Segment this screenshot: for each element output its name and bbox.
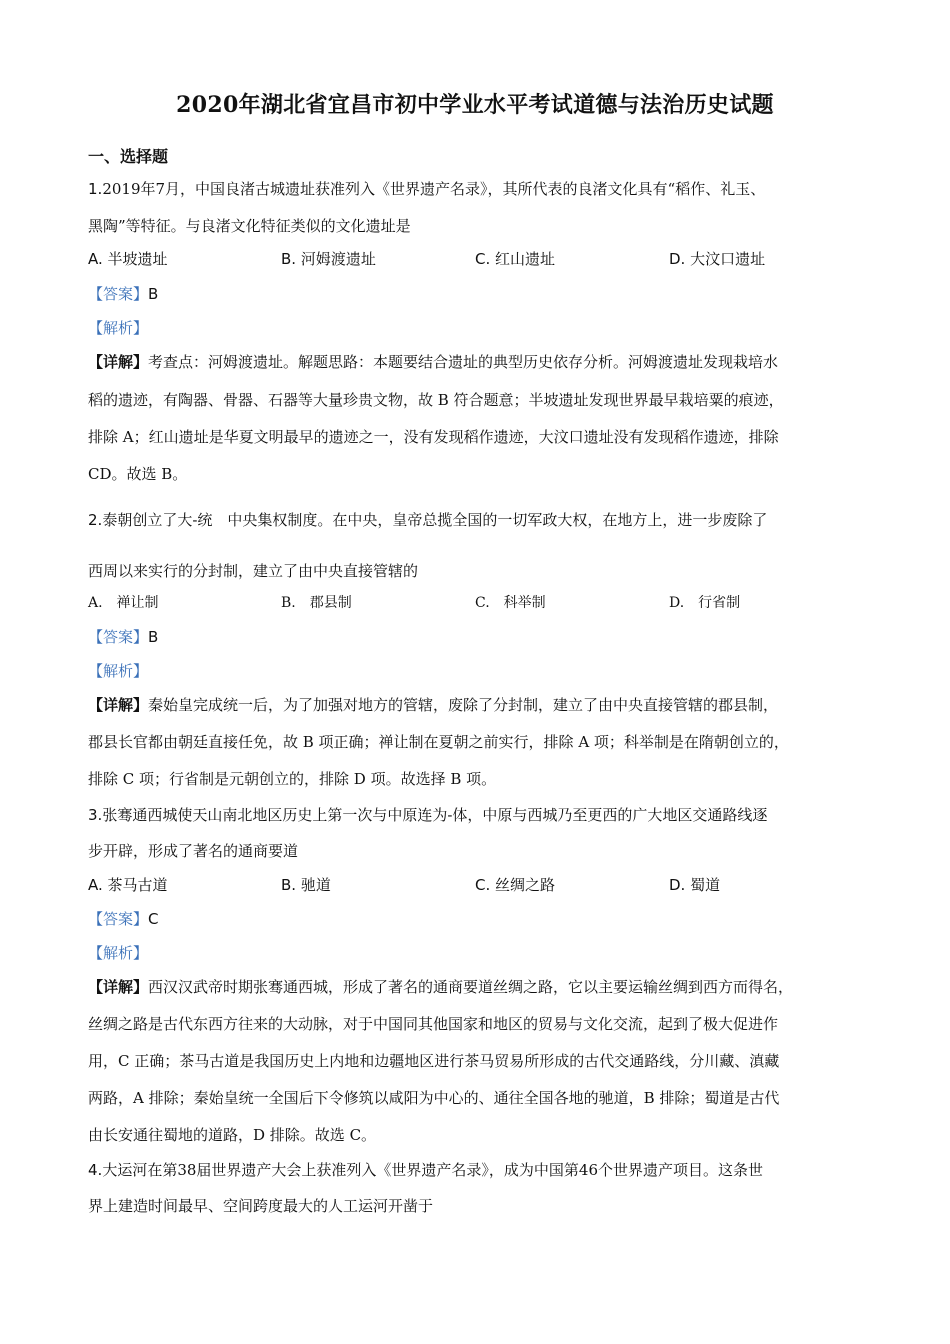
question-2-detail-line-1: 【详解】秦始皇完成统一后，为了加强对地方的管辖，废除了分封制，建立了由中央直接管辖的郡县制， [88, 696, 779, 714]
question-2-stem-line-1: 2.泰朝创立了大-统 中央集权制度。在中央，皇帝总揽全国的一切军政大权，在地方上，进一步废除了 [88, 511, 768, 529]
question-1-option-a: A. 半坡遗址 [88, 250, 168, 268]
question-1-option-d: D. 大汶口遗址 [669, 250, 766, 268]
section-heading: 一、选择题 [88, 147, 169, 166]
question-2-analysis-tag: 【解析】 [88, 662, 149, 680]
question-1-detail-line-1: 【详解】考查点：河姆渡遗址。解题思路：本题要结合遗址的典型历史依存分析。河姆渡遗址发现栽培水 [88, 353, 779, 371]
page-title: 2020年湖北省宜昌市初中学业水平考试道德与法治历史试题 [176, 92, 774, 118]
question-4-stem-line-1: 4.大运河在第38届世界遗产大会上获准列入《世界遗产名录》，成为中国第46个世界遗产项目。这条世 [88, 1161, 763, 1179]
question-3-answer: 【答案】C [88, 910, 159, 928]
question-1-detail-line-3: 排除 A；红山遗址是华夏文明最早的遗迹之一，没有发现稻作遗迹，大汶口遗址没有发现稻作遗迹，排除 [88, 428, 779, 446]
question-1-detail-line-2: 稻的遗迹，有陶器、骨器、石器等大量珍贵文物，故 B 符合题意；半坡遗址发现世界最早栽培粟的痕迹， [88, 391, 784, 409]
question-3-stem-line-1: 3.张骞通西城使天山南北地区历史上第一次与中原连为-体，中原与西城乃至更西的广大地区交通路线逐 [88, 806, 768, 824]
question-3-option-a: A. 茶马古道 [88, 876, 168, 894]
question-1-stem-line-1: 1.2019年7月，中国良渚古城遗址获准列入《世界遗产名录》，其所代表的良渚文化具有“稻作、礼玉、 [88, 180, 766, 198]
question-2-option-b: B. 郡县制 [281, 595, 352, 611]
question-1-option-c: C. 红山遗址 [475, 250, 556, 268]
question-1-analysis-tag: 【解析】 [88, 319, 149, 337]
question-2-detail-line-2: 郡县长官都由朝廷直接任免，故 B 项正确；禅让制在夏朝之前实行，排除 A 项；科举制是在隋朝创立的， [88, 733, 789, 751]
question-1-option-b: B. 河姆渡遗址 [281, 250, 376, 268]
question-1-stem-line-2: 黑陶”等特征。与良渚文化特征类似的文化遗址是 [88, 217, 411, 235]
question-2-answer: 【答案】B [88, 628, 159, 646]
question-3-option-d: D. 蜀道 [669, 876, 721, 894]
question-2-stem-line-2: 西周以来实行的分封制，建立了由中央直接管辖的 [88, 562, 419, 580]
question-3-option-c: C. 丝绸之路 [475, 876, 556, 894]
question-3-analysis-tag: 【解析】 [88, 944, 149, 962]
question-3-option-b: B. 驰道 [281, 876, 331, 894]
question-1-detail-line-4: CD。故选 B。 [88, 465, 188, 483]
question-2-option-c: C. 科举制 [475, 595, 546, 611]
question-3-stem-line-2: 步开辟，形成了著名的通商要道 [88, 842, 299, 860]
question-2-option-d: D. 行省制 [669, 595, 741, 611]
question-4-stem-line-2: 界上建造时间最早、空间跨度最大的人工运河开凿于 [88, 1197, 434, 1215]
question-1-answer: 【答案】B [88, 285, 159, 303]
question-3-detail-line-5: 由长安通往蜀地的道路，D 排除。故选 C。 [88, 1126, 377, 1144]
question-3-detail-line-2: 丝绸之路是古代东西方往来的大动脉，对于中国同其他国家和地区的贸易与文化交流，起到了极大促进作 [88, 1015, 779, 1033]
question-2-detail-line-3: 排除 C 项；行省制是元朝创立的，排除 D 项。故选择 B 项。 [88, 770, 497, 788]
question-3-detail-line-1: 【详解】西汉汉武帝时期张骞通西城，形成了著名的通商要道丝绸之路，它以主要运输丝绸到西方而得名， [88, 978, 794, 996]
question-3-detail-line-3: 用，C 正确；茶马古道是我国历史上内地和边疆地区进行茶马贸易所形成的古代交通路线，分川藏、滇藏 [88, 1052, 780, 1070]
question-2-option-a: A. 禅让制 [88, 595, 159, 611]
question-3-detail-line-4: 两路，A 排除；秦始皇统一全国后下令修筑以咸阳为中心的、通往全国各地的驰道，B 排除；蜀道是古代 [88, 1089, 780, 1107]
